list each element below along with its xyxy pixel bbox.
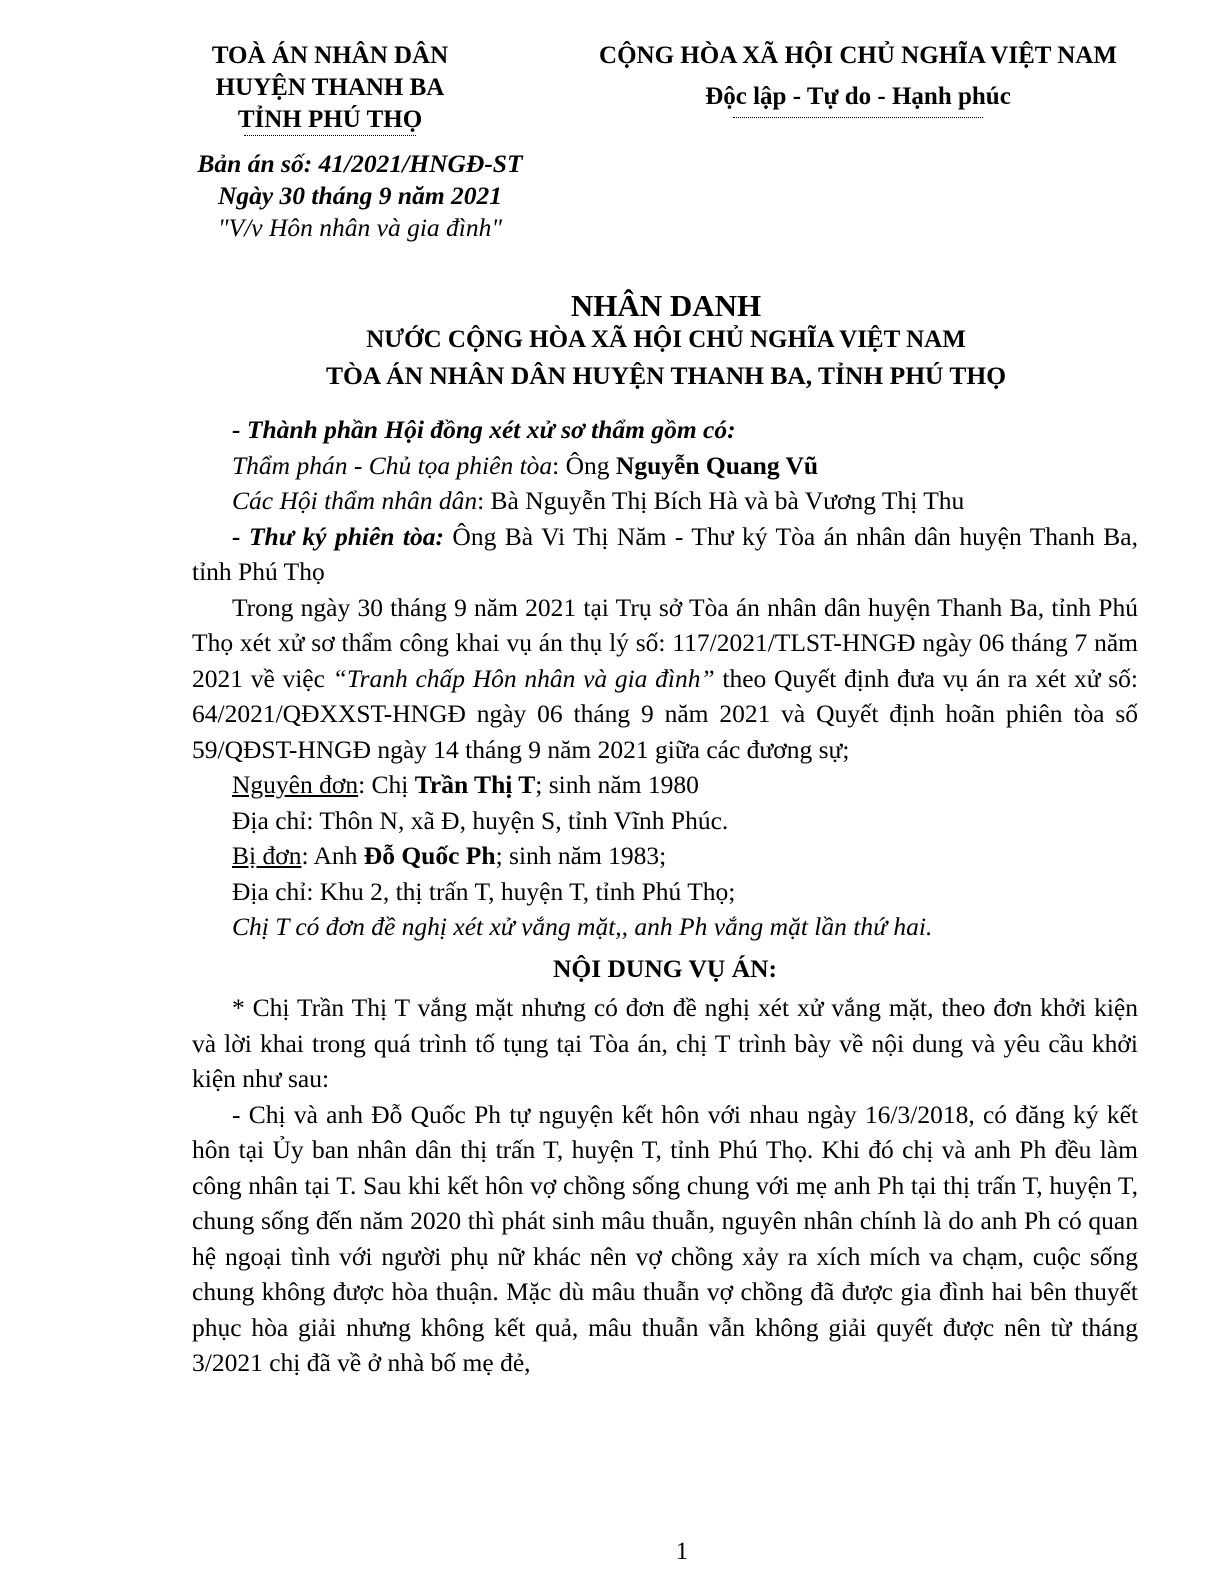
trial-part1: Trong ngày 30 tháng 9 năm 2021 tại Trụ sở Tòa án nhân dân huyện Thanh Ba, tỉnh Phú Thọ xét xử sơ thẩm công khai vụ án thụ lý số: 117/2021/TLST-HNGĐ ngày 06 tháng 7 năm 2021 về việc bbox=[192, 592, 1138, 693]
court-name-line1: TOÀ ÁN NHÂN DÂN bbox=[211, 42, 449, 69]
title-block bbox=[160, 288, 1172, 392]
national-motto: Độc lập - Tự do - Hạnh phúc bbox=[705, 83, 1011, 110]
title-republic: NƯỚC CỘNG HÒA XÃ HỘI CHỦ NGHĨA VIỆT NAM bbox=[366, 326, 966, 353]
defendant-name: Đỗ Quốc Ph bbox=[363, 841, 496, 870]
plaintiff-address: Địa chỉ: Thôn N, xã Đ, huyện S, tỉnh Vĩnh Phúc. bbox=[232, 805, 729, 835]
national-header bbox=[598, 40, 1118, 113]
trial-paragraph bbox=[192, 590, 1138, 768]
plaintiff-line bbox=[192, 767, 1138, 803]
judge-line bbox=[192, 448, 1138, 484]
title-court: TÒA ÁN NHÂN DÂN HUYỆN THANH BA, TỈNH PHÚ THỌ bbox=[325, 361, 1007, 390]
trial-case-type: “Tranh chấp Hôn nhân và gia đình” bbox=[332, 663, 715, 693]
court-name-block bbox=[170, 40, 490, 136]
title-in-the-name: NHÂN DANH bbox=[570, 288, 762, 323]
clerk-value: Ông Bà Vi Thị Năm - Thư ký Tòa án nhân dân huyện Thanh Ba, tỉnh Phú Thọ bbox=[192, 521, 1138, 586]
clerk-line bbox=[192, 519, 1138, 590]
defendant-prefix: : Anh bbox=[301, 841, 364, 870]
national-name: CỘNG HÒA XÃ HỘI CHỦ NGHĨA VIỆT NAM bbox=[599, 42, 1117, 69]
court-name-line2: HUYỆN THANH BA bbox=[215, 74, 445, 101]
judgment-subject: "V/v Hôn nhân và gia đình" bbox=[217, 213, 503, 242]
defendant-address: Địa chỉ: Khu 2, thị trấn T, huyện T, tỉnh Phú Thọ; bbox=[232, 876, 736, 906]
judge-label: Thẩm phán - Chủ tọa phiên tòa bbox=[232, 450, 553, 480]
plaintiff-name: Trần Thị T bbox=[414, 770, 536, 799]
judgment-body bbox=[192, 412, 1138, 1381]
panel-heading: - Thành phần Hội đồng xét xử sơ thẩm gồm có: bbox=[232, 415, 736, 444]
defendant-label: Bị đơn bbox=[232, 841, 302, 870]
case-content-heading: NỘI DUNG VỤ ÁN: bbox=[552, 953, 778, 983]
page-number: 1 bbox=[675, 1538, 689, 1565]
clerk-label: - Thư ký phiên tòa: bbox=[232, 521, 444, 551]
assessors-label: Các Hội thẩm nhân dân bbox=[232, 486, 478, 515]
judgment-date: Ngày 30 tháng 9 năm 2021 bbox=[217, 181, 503, 210]
judge-name: Nguyễn Quang Vũ bbox=[615, 450, 819, 480]
judge-prefix: : Ông bbox=[552, 450, 616, 480]
trial-part2: theo Quyết định đưa vụ án ra xét xử số: 64/2021/QĐXXST-HNGĐ ngày 06 tháng 9 năm 2021 và Quyết định hoãn phiên tòa số 59/QĐST-HNGĐ ngày 14 tháng 9 năm 2021 giữa các đương sự; bbox=[192, 663, 1138, 764]
motto-underline bbox=[733, 117, 983, 118]
defendant-line bbox=[192, 838, 1138, 874]
defendant-suffix: ; sinh năm 1983; bbox=[495, 841, 667, 870]
assessors-line bbox=[192, 483, 1138, 519]
case-content-para2: - Chị và anh Đỗ Quốc Ph tự nguyện kết hôn với nhau ngày 16/3/2018, có đăng ký kết hôn tại Ủy ban nhân dân thị trấn T, huyện T, tỉnh Phú Thọ. Khi đó chị và anh Ph đều làm công nhân tại T. Sau khi kết hôn vợ chồng sống chung với mẹ anh Ph tại thị trấn T, huyện T, chung sống đến năm 2020 thì phát sinh mâu thuẫn, nguyên nhân chính là do anh Ph có quan hệ ngoại tình với người phụ nữ khác nên vợ chồng xảy ra xích mích va chạm, cuộc sống chung không được hòa thuận. Mặc dù mâu thuẫn vợ chồng đã được gia đình hai bên thuyết phục hòa giải nhưng không kết quả, mâu thuẫn vẫn không giải quyết được nên từ tháng 3/2021 chị đã về ở nhà bố mẹ đẻ, bbox=[192, 1099, 1138, 1377]
plaintiff-label: Nguyên đơn bbox=[232, 770, 359, 799]
judgment-info bbox=[150, 148, 570, 244]
judgment-number: Bản án số: 41/2021/HNGĐ-ST bbox=[197, 149, 523, 178]
assessors-value: : Bà Nguyễn Thị Bích Hà và bà Vương Thị Thu bbox=[477, 486, 965, 515]
case-content-para1: * Chị Trần Thị T vắng mặt nhưng có đơn đề nghị xét xử vắng mặt, theo đơn khởi kiện và lời khai trong quá trình tố tụng tại Tòa án, chị T trình bày về nội dung và yêu cầu khởi kiện như sau: bbox=[192, 993, 1138, 1093]
court-name-line3: TỈNH PHÚ THỌ bbox=[237, 106, 423, 133]
court-name-underline bbox=[244, 135, 416, 136]
plaintiff-suffix: ; sinh năm 1980 bbox=[535, 770, 699, 799]
attendance-note: Chị T có đơn đề nghị xét xử vắng mặt,, anh Ph vắng mặt lần thứ hai. bbox=[232, 912, 933, 941]
plaintiff-prefix: : Chị bbox=[358, 770, 415, 799]
